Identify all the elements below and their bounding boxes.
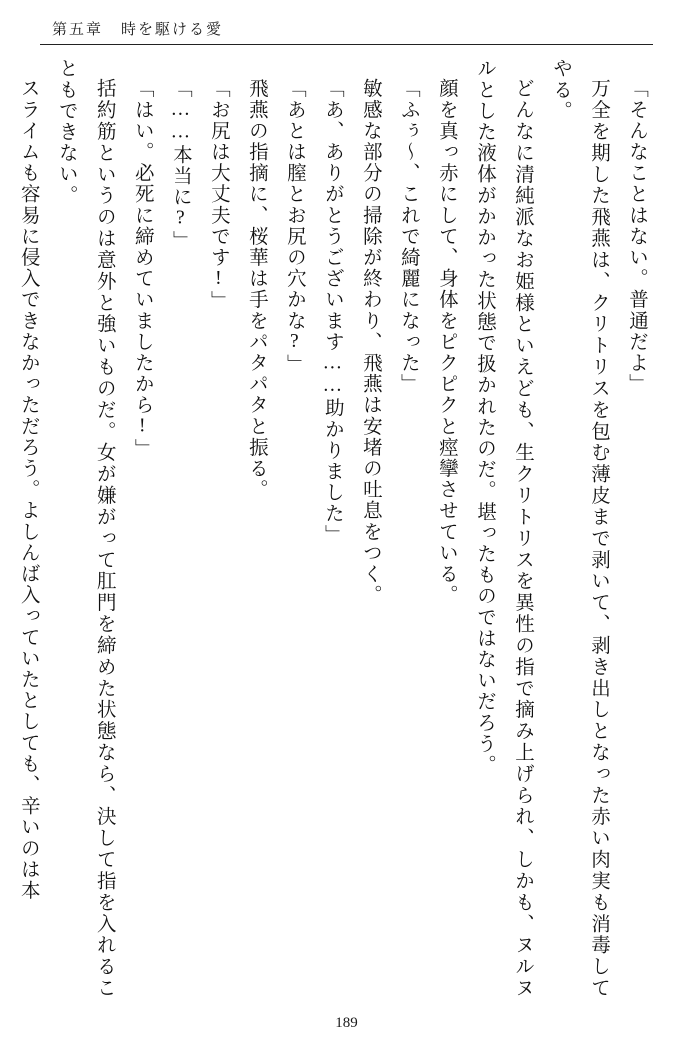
paragraph: 万全を期した飛燕は、クリトリスを包む薄皮まで剥いて、剥き出しとなった赤い肉実も消毒してやる。 xyxy=(549,58,609,998)
paragraph: どんなに清純派なお姫様といえども、生クリトリスを異性の指で摘み上げられ、しかも、ヌルヌルとした液体がかかった状態で扱かれたのだ。堪ったものではないだろう。 xyxy=(473,58,533,998)
paragraph: 敏感な部分の掃除が終わり、飛燕は安堵の吐息をつく。 xyxy=(359,77,381,605)
paragraph: 顔を真っ赤にして、身体をピクピクと痙攣させている。 xyxy=(435,77,457,605)
header-divider xyxy=(40,44,653,45)
paragraph: 「ふぅ～、これで綺麗になった」 xyxy=(397,77,419,394)
page-number: 189 xyxy=(335,1015,358,1031)
running-header xyxy=(52,18,223,39)
paragraph: 括約筋というのは意外と強いものだ。女が嫌がって肛門を締めた状態なら、決して指を入れることもできない。 xyxy=(55,58,115,998)
paragraph: 「あ、ありがとうございます……助かりました」 xyxy=(321,77,343,545)
paragraph: 飛燕の指摘に、桜華は手をパタパタと振る。 xyxy=(245,77,267,500)
paragraph: 「はい。必死に締めていましたから!」 xyxy=(131,77,153,459)
paragraph: 「あとは膣とお尻の穴かな?」 xyxy=(283,77,305,375)
chapter-number: 第五章 xyxy=(52,22,104,38)
paragraph: スライムも容易に侵入できなかっただろう。よしんば入っていたとしても、辛いのは本 xyxy=(17,77,39,901)
paragraph: 「……本当に?」 xyxy=(169,77,191,251)
paragraph: 「お尻は大丈夫です!」 xyxy=(207,77,229,312)
page-body-text xyxy=(17,58,655,998)
paragraph: 「そんなことはない。普通だよ」 xyxy=(626,77,647,394)
chapter-title: 時を駆ける愛 xyxy=(121,22,224,38)
